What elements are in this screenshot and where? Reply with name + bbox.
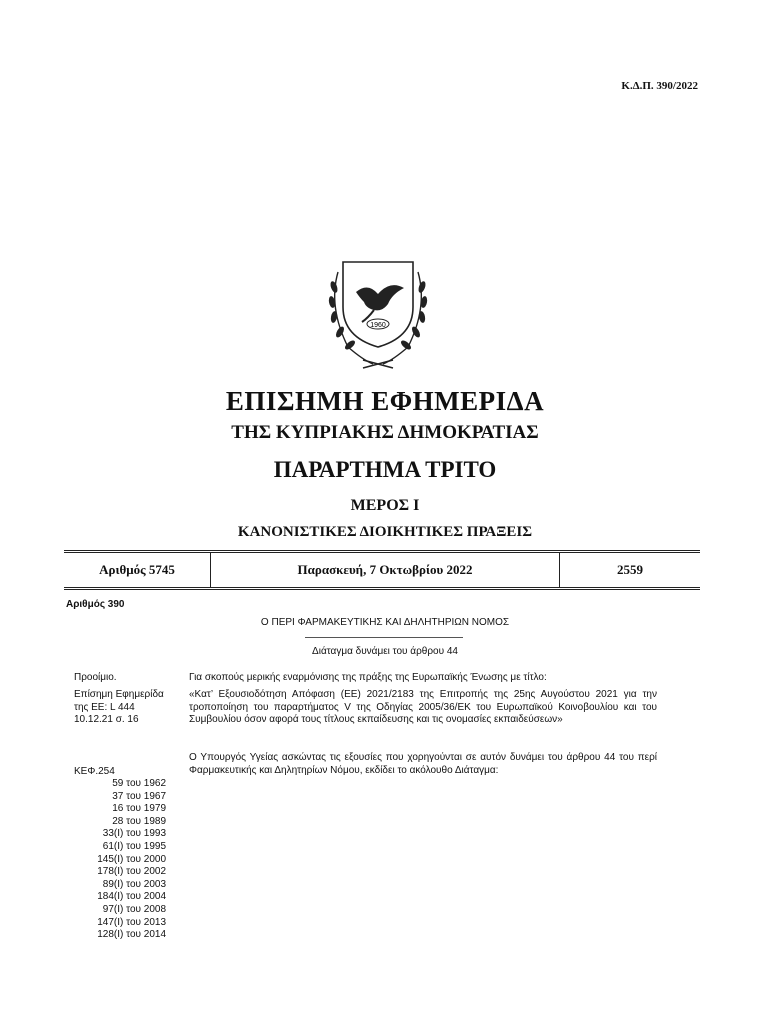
list-item: 184(I) του 2004 bbox=[97, 891, 166, 903]
enacting-clause: Ο Υπουργός Υγείας ασκώντας τις εξουσίες που χορηγούνται σε αυτόν δυνάμει του άρθρου 44 του περί Φαρμακευτικής και Δηλητηρίων Νόμου, εκδίδει το ακόλουθο Διάταγμα: bbox=[189, 752, 657, 776]
cap-amendments-list bbox=[74, 778, 166, 942]
part-title: ΜΕΡΟΣ Ι bbox=[350, 497, 420, 514]
list-item: 59 του 1962 bbox=[112, 778, 166, 789]
gazette-reference: Κ.Δ.Π. 390/2022 bbox=[621, 80, 698, 92]
list-item: 61(I) του 1995 bbox=[102, 840, 166, 852]
page-number: 2559 bbox=[617, 562, 643, 577]
list-item: 147(I) του 2013 bbox=[97, 916, 166, 928]
appendix-title: ΠΑΡΑΡΤΗΜΑ ΤΡΙΤΟ bbox=[273, 457, 497, 482]
law-title: Ο ΠΕΡΙ ΦΑΡΜΑΚΕΥΤΙΚΗΣ ΚΑΙ ΔΗΛΗΤΗΡΙΩΝ ΝΟΜΟΣ bbox=[260, 617, 510, 628]
issue-date: Παρασκευή, 7 Οκτωβρίου 2022 bbox=[211, 553, 560, 587]
list-item: 145(I) του 2000 bbox=[97, 853, 166, 865]
document-number: Αριθμός 390 bbox=[66, 599, 125, 610]
section-title: ΚΑΝΟΝΙΣΤΙΚΕΣ ΔΙΟΙΚΗΤΙΚΕΣ ΠΡΑΞΕΙΣ bbox=[237, 524, 533, 540]
margin-official-journal: Επίσημη Εφημερίδα της ΕΕ: L 444 10.12.21 σ. 16 bbox=[74, 689, 164, 726]
list-item: 33(I) του 1993 bbox=[102, 828, 166, 840]
gazette-title: ΕΠΙΣΗΜΗ ΕΦΗΜΕΡΙΔΑ bbox=[225, 386, 545, 416]
divider bbox=[305, 637, 463, 638]
preamble-intro: Για σκοπούς μερικής εναρμόνισης της πράξης της Ευρωπαϊκής Ένωσης με τίτλο: bbox=[189, 672, 547, 683]
order-subtitle: Διάταγμα δυνάμει του άρθρου 44 bbox=[312, 646, 458, 657]
republic-subtitle: ΤΗΣ ΚΥΠΡΙΑΚΗΣ ΔΗΜΟΚΡΑΤΙΑΣ bbox=[231, 422, 539, 443]
list-item: 28 του 1989 bbox=[112, 815, 166, 827]
issue-number: Αριθμός 5745 bbox=[64, 553, 211, 587]
issue-info-bar bbox=[64, 550, 700, 590]
emblem-year: 1960 bbox=[370, 322, 386, 329]
list-item: 37 του 1967 bbox=[112, 790, 166, 802]
preamble-quote: «Κατ’ Εξουσιοδότηση Απόφαση (ΕΕ) 2021/2183 της Επιτροπής της 25ης Αυγούστου 2021 για την τροποποίηση του παραρτήματος V της Οδηγίας 2005/36/ΕΚ του Ευρωπαϊκού Κοινοβουλίου και του Συμβουλίου όσον αφορά τους τίτλους εκπαίδευσης και τις ονομασίες εκπαιδεύσεων» bbox=[189, 689, 657, 726]
cyprus-coat-of-arms-icon bbox=[318, 252, 438, 372]
margin-preamble: Προοίμιο. bbox=[74, 672, 117, 683]
list-item: 89(I) του 2003 bbox=[102, 878, 166, 890]
margin-cap: ΚΕΦ.254 bbox=[74, 766, 115, 777]
list-item: 128(I) του 2014 bbox=[97, 929, 166, 941]
list-item: 97(I) του 2008 bbox=[102, 903, 166, 915]
list-item: 16 του 1979 bbox=[112, 803, 166, 815]
list-item: 178(I) του 2002 bbox=[97, 866, 166, 878]
